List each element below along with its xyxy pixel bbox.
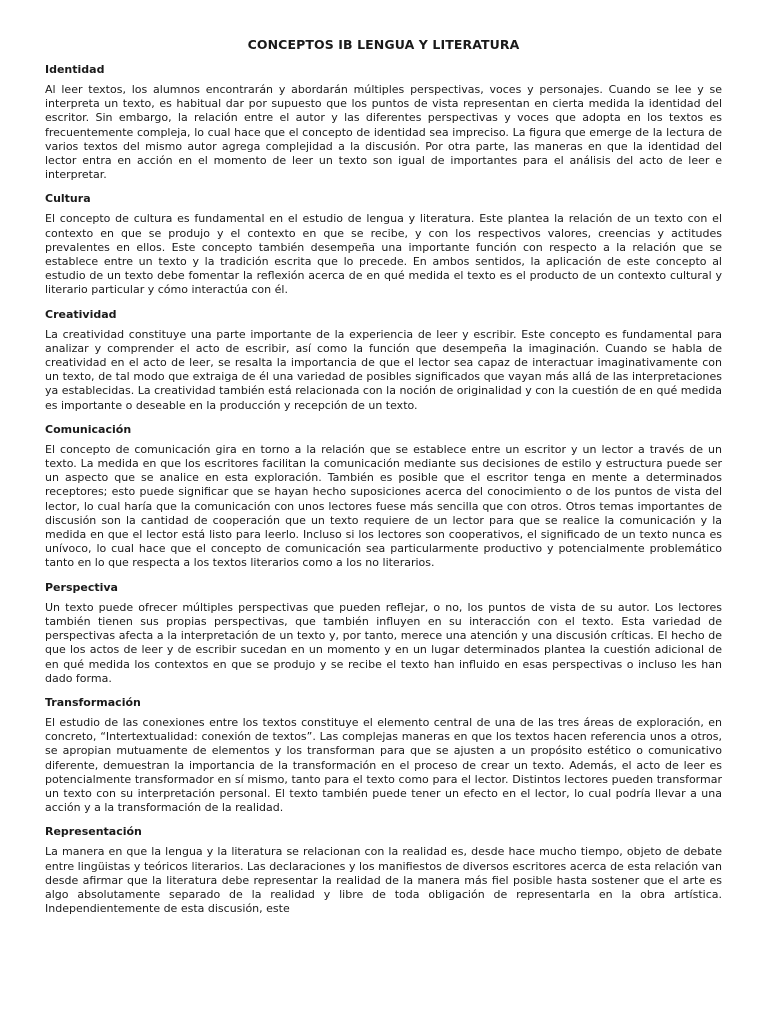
section-creatividad: [45, 308, 722, 413]
section-heading: Identidad: [45, 63, 105, 76]
section-identidad: [45, 63, 722, 182]
section-perspectiva: [45, 581, 722, 686]
section-cultura: [45, 192, 722, 297]
section-heading: Transformación: [45, 695, 141, 709]
section-paragraph: El concepto de comunicación gira en torno a la relación que se establece entre un escritor y un lector a través de un texto. La medida en que los escritores facilitan la comunicación mediante sus decisiones de estilo y estructura puede ser un aspecto que se analice en esta exploración. También es posible que el escritor tenga en mente a determinados receptores; esto puede significar que se hayan hecho suposiciones acerca del conocimiento o de los puntos de vista del lector, lo cual haría que la comunicación con unos lectores fuese más sencilla que con otros. Otros temas importantes de discusión son la cantidad de cooperación que un texto requiere de un lector para que se realice la comunicación y la medida en que el lector está listo para leerlo. Incluso si los lectores son cooperativos, el significado de un texto nunca es unívoco, lo cual hace que el concepto de comunicación sea particularmente productivo y potencialmente problemático tanto en lo que respecta a los textos literarios como a los no literarios.: [45, 442, 722, 570]
document-page: [45, 36, 722, 926]
section-heading: Comunicación: [45, 422, 132, 436]
section-representacion: [45, 825, 722, 916]
section-heading: Perspectiva: [45, 580, 118, 594]
section-paragraph: La manera en que la lengua y la literatura se relacionan con la realidad es, desde hace mucho tiempo, objeto de debate entre lingüistas y teóricos literarios. Las declaraciones y los manifiestos de diversos escritores acerca de esta relación van desde afirmar que la literatura debe representar la realidad de la manera más fiel posible hasta sostener que el arte es algo absolutamente separado de la realidad y libre de toda obligación de representarla en la obra artística. Independientemente de esta discusión, este: [45, 845, 722, 916]
section-paragraph: El concepto de cultura es fundamental en el estudio de lengua y literatura. Este plantea la relación de un texto con el contexto en que se produjo y el contexto en que se recibe, y con los respectivos valores, creencias y actitudes prevalentes en ellos. Este concepto también desempeña una importante función con respecto a la relación que se establece entre un texto y la tradición escrita que lo precede. En ambos sentidos, la aplicación de este concepto al estudio de un texto debe fomentar la reflexión acerca de en qué medida el texto es el producto de un contexto cultural y literario particular y cómo interactúa con él.: [45, 212, 722, 297]
document-title: CONCEPTOS IB LENGUA Y LITERATURA: [247, 37, 520, 52]
section-heading: Cultura: [45, 192, 91, 206]
section-heading: Representación: [45, 825, 142, 839]
section-paragraph: El estudio de las conexiones entre los textos constituye el elemento central de una de las tres áreas de exploración, en concreto, “Intertextualidad: conexión de textos”. Las complejas maneras en que los textos hacen referencia unos a otros, se apropian mutuamente de elementos y los transforman para que se ajusten a un propósito estético o comunicativo diferente, demuestran la importancia de la transformación en el proceso de crear un texto. Además, el acto de leer es potencialmente transformador en sí mismo, tanto para el texto como para el lector. Distintos lectores pueden transformar un texto con su interpretación personal. El texto también puede tener un efecto en el lector, lo cual podría llevar a una acción y a la transformación de la realidad.: [45, 715, 722, 815]
section-paragraph: Un texto puede ofrecer múltiples perspectivas que pueden reflejar, o no, los puntos de vista de su autor. Los lectores también tienen sus propias perspectivas, que también influyen en su interacción con el texto. Esta variedad de perspectivas afecta a la interpretación de un texto y, por tanto, merece una atención y una discusión críticas. El hecho de que los actos de leer y de escribir sucedan en un momento y en un lugar determinados plantea la cuestión adicional de en qué medida los contextos en que se produjo y se recibe el texto han influido en esas perspectivas o incluso les han dado forma.: [45, 600, 722, 685]
section-transformacion: [45, 696, 722, 815]
section-paragraph: Al leer textos, los alumnos encontrarán y abordarán múltiples perspectivas, voces y personajes. Cuando se lee y se interpreta un texto, es habitual dar por supuesto que los puntos de vista representan en cierta medida la identidad del escritor. Sin embargo, la relación entre el autor y las diferentes perspectivas y voces que adopta en los textos es frecuentemente compleja, lo cual hace que el concepto de identidad sea impreciso. La figura que emerge de la lectura de varios textos del mismo autor agrega complejidad a la discusión. Por otra parte, las maneras en que la identidad del lector entra en acción en el momento de leer un texto son igual de importantes para el análisis del acto de leer e interpretar.: [45, 83, 722, 182]
section-heading: Creatividad: [45, 307, 117, 321]
section-paragraph: La creatividad constituye una parte importante de la experiencia de leer y escribir. Este concepto es fundamental para analizar y comprender el acto de escribir, así como la función que desempeña la imaginación. Cuando se habla de creatividad en el acto de leer, se resalta la importancia de que el lector sea capaz de interactuar imaginativamente con un texto, de tal modo que extraiga de él una variedad de posibles significados que vayan más allá de las interpretaciones ya establecidas. La creatividad también está relacionada con la noción de originalidad y con la cuestión de en qué medida es importante o deseable en la producción y recepción de un texto.: [45, 327, 722, 412]
section-comunicacion: [45, 423, 722, 571]
